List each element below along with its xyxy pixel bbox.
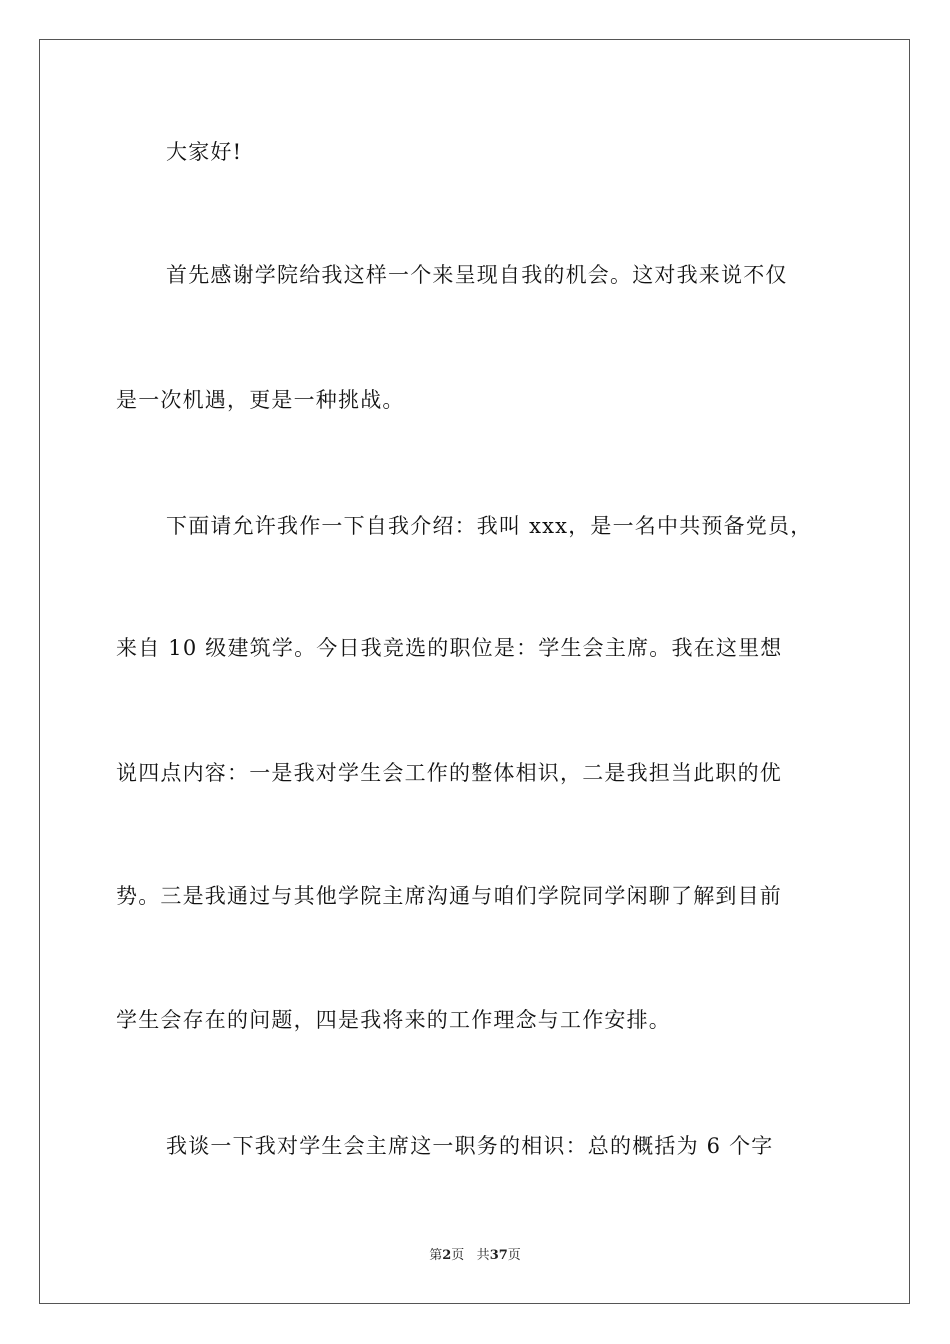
text-line-3: 下面请允许我作一下自我介绍：我叫 xxx，是一名中共预备党员， xyxy=(166,514,813,538)
page-frame xyxy=(39,39,910,1304)
text-line-6: 势。三是我通过与其他学院主席沟通与咱们学院同学闲聊了解到目前 xyxy=(116,884,782,908)
footer-total-prefix: 共 xyxy=(476,1248,490,1263)
text-line-4: 来自 10 级建筑学。今日我竞选的职位是：学生会主席。我在这里想 xyxy=(116,636,783,660)
text-line-8: 我谈一下我对学生会主席这一职务的相识：总的概括为 6 个字 xyxy=(166,1134,774,1158)
footer-total-suffix: 页 xyxy=(507,1248,521,1263)
footer-page-prefix: 第 xyxy=(429,1248,443,1263)
page-footer xyxy=(0,1247,950,1265)
footer-page-suffix: 页 xyxy=(451,1248,465,1263)
text-line-1: 首先感谢学院给我这样一个来呈现自我的机会。这对我来说不仅 xyxy=(166,263,788,287)
text-line-5: 说四点内容：一是我对学生会工作的整体相识，二是我担当此职的优 xyxy=(116,761,782,785)
footer-page-current: 2 xyxy=(442,1248,452,1263)
text-line-2: 是一次机遇，更是一种挑战。 xyxy=(116,388,405,412)
footer-page-total: 37 xyxy=(489,1248,508,1263)
text-line-greeting: 大家好! xyxy=(166,140,243,164)
text-line-7: 学生会存在的问题，四是我将来的工作理念与工作安排。 xyxy=(116,1008,671,1032)
